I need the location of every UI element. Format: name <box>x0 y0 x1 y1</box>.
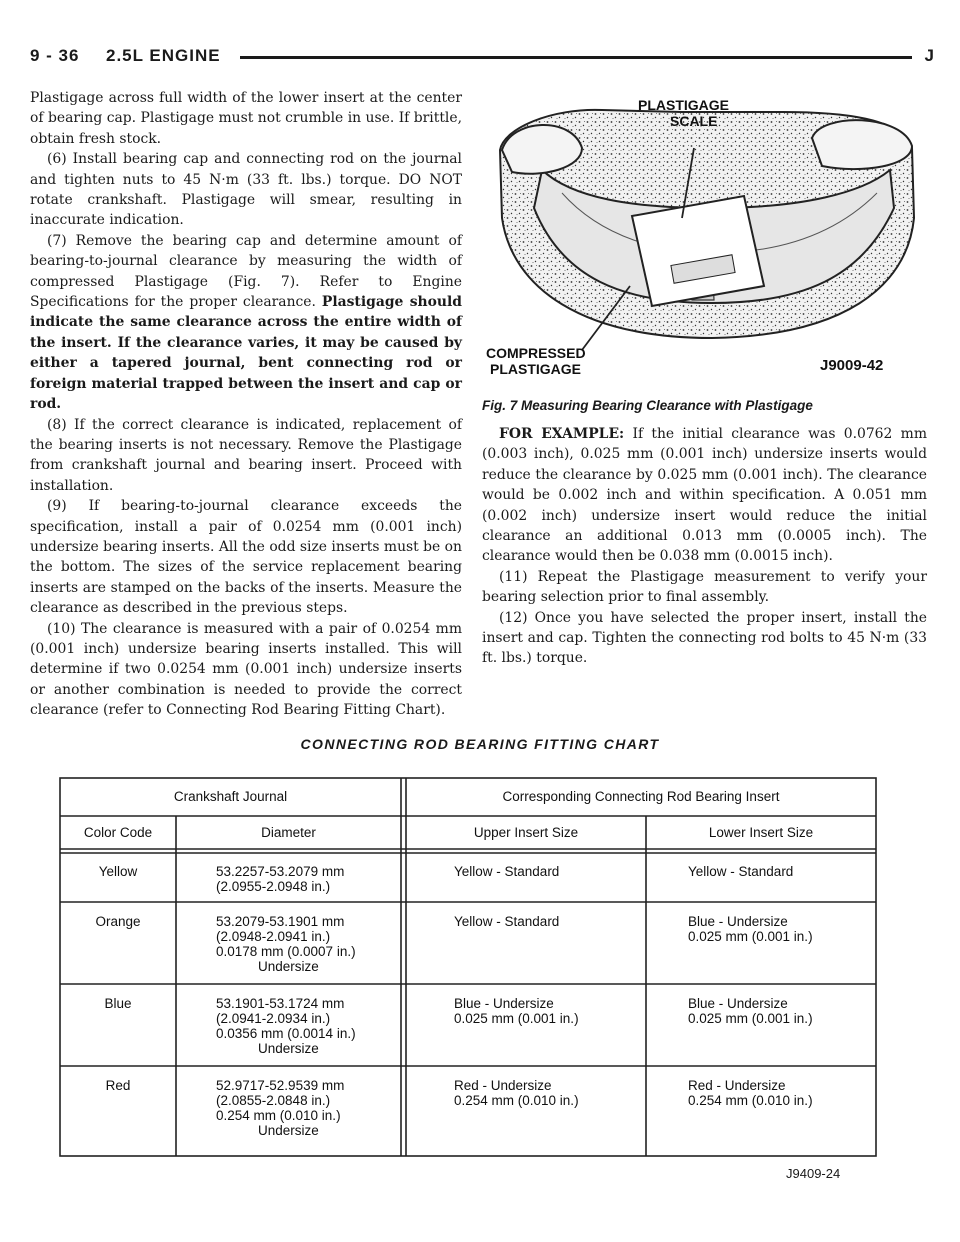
chart-title: CONNECTING ROD BEARING FITTING CHART <box>300 736 660 752</box>
paragraph: (11) Repeat the Plastigage measurement to verify your bearing selection prior to final assembly. <box>482 568 927 606</box>
section-letter: J <box>924 46 934 65</box>
row-red-lower: Red - Undersize 0.254 mm (0.010 in.) <box>688 1078 813 1108</box>
col-diameter: Diameter <box>261 825 316 840</box>
row-orange-upper: Yellow - Standard <box>454 914 560 929</box>
fitting-chart <box>58 776 878 1158</box>
label-plastigage-scale: PLASTIGAGE <box>638 97 730 113</box>
col-upper-insert: Upper Insert Size <box>473 825 579 840</box>
label-compressed-plastigage: COMPRESSED <box>486 345 586 361</box>
row-yellow-upper: Yellow - Standard <box>454 864 560 879</box>
right-column <box>482 424 927 669</box>
paragraph: (10) The clearance is measured with a pair of 0.0254 mm (0.001 inch) undersize bearing inserts installed. This will determine if two 0.0254 mm (0.001 inch) undersize inserts or another combination is needed to provide the correct clearance (refer to Connecting Rod Bearing Fitting Chart). <box>30 620 462 719</box>
row-blue-upper: Blue - Undersize 0.025 mm (0.001 in.) <box>454 996 579 1026</box>
col-lower-insert: Lower Insert Size <box>708 825 814 840</box>
row-orange-color: Orange <box>95 914 141 929</box>
paragraph-text: If the initial clearance was 0.0762 mm (0.003 inch), 0.025 mm (0.001 inch) undersize inserts would reduce the clearance by 0.025 mm (0.001 inch). The clearance would be 0.002 inch and within specification. A 0.051 mm (0.002 inch) undersize insert would reduce the initial clearance an additional 0.013 mm (0.0005 inch). The clearance would then be 0.038 mm (0.0015 inch). <box>482 426 927 565</box>
paragraph: (9) If bearing-to-journal clearance exceeds the specification, install a pair of 0.0254 mm (0.001 inch) undersize bearing inserts. All the odd size inserts must be on the bottom. The sizes of the service replacement bearing inserts are stamped on the backs of the inserts. Measure the clearance as described in the previous steps. <box>30 498 462 617</box>
example-label: FOR EXAMPLE: <box>499 426 625 442</box>
row-orange-diameter: 53.2079-53.1901 mm (2.0948-2.0941 in.) 0.0178 mm (0.0007 in.) <box>216 914 356 959</box>
page-header <box>30 46 934 72</box>
paragraph <box>30 231 462 415</box>
left-column <box>30 88 462 721</box>
header-bearing-insert: Corresponding Connecting Rod Bearing Insert <box>502 789 780 804</box>
row-blue-diameter-note: Undersize <box>258 1041 319 1056</box>
row-blue-diameter: 53.1901-53.1724 mm (2.0941-2.0934 in.) 0.0356 mm (0.0014 in.) <box>216 996 356 1041</box>
figure-plastigage <box>482 88 927 388</box>
row-red-diameter-note: Undersize <box>258 1123 319 1138</box>
row-yellow-diameter: 53.2257-53.2079 mm (2.0955-2.0948 in.) <box>216 864 345 894</box>
row-blue-lower: Blue - Undersize 0.025 mm (0.001 in.) <box>688 996 813 1026</box>
paragraph: Plastigage across full width of the lower insert at the center of bearing cap. Plastigage must not crumble in use. If brittle, obtain fresh stock. <box>30 90 462 147</box>
row-red-upper: Red - Undersize 0.254 mm (0.010 in.) <box>454 1078 579 1108</box>
row-red-color: Red <box>105 1078 131 1093</box>
row-orange-diameter-note: Undersize <box>258 959 319 974</box>
col-color-code: Color Code <box>83 825 153 840</box>
page-number: 9 - 36 <box>30 46 80 65</box>
bearing-illustration <box>482 88 927 388</box>
paragraph <box>482 424 927 567</box>
row-yellow-lower: Yellow - Standard <box>688 864 794 879</box>
figure-caption: Fig. 7 Measuring Bearing Clearance with Plastigage <box>482 398 813 413</box>
header-rule <box>240 56 912 59</box>
warning-text: Plastigage should indicate the same clearance across the entire width of the insert. If the clearance varies, it may be caused by either a tapered journal, bent connecting rod or foreign material trapped between the insert and cap or rod. <box>30 294 463 413</box>
row-red-diameter: 52.9717-52.9539 mm (2.0855-2.0848 in.) 0.254 mm (0.010 in.) <box>216 1078 345 1123</box>
header-crankshaft-journal: Crankshaft Journal <box>173 789 288 804</box>
paragraph: (6) Install bearing cap and connecting rod on the journal and tighten nuts to 45 N·m (33 ft. lbs.) torque. DO NOT rotate crankshaft. Plastigage will smear, resulting in inaccurate indication. <box>30 151 462 229</box>
figure-id: J9009-42 <box>820 357 884 374</box>
paragraph: (8) If the correct clearance is indicated, replacement of the bearing inserts is not necessary. Remove the Plastigage from crankshaft journal and bearing insert. Proceed with installation. <box>30 416 462 494</box>
paragraph: (12) Once you have selected the proper insert, install the insert and cap. Tighten the connecting rod bolts to 45 N·m (33 ft. lbs.) torque. <box>482 609 927 667</box>
chart-id: J9409-24 <box>786 1166 841 1181</box>
section-title: 2.5L ENGINE <box>106 46 221 65</box>
label-plastigage-scale-2: SCALE <box>670 113 718 129</box>
label-compressed-plastigage-2: PLASTIGAGE <box>490 361 582 377</box>
row-orange-lower: Blue - Undersize 0.025 mm (0.001 in.) <box>688 914 813 944</box>
paragraph-text: (7) Remove the bearing cap and determine amount of bearing-to-journal clearance by measuring the width of compressed Plastigage (Fig. 7). Refer to Engine Specifications for the proper clearance. <box>30 232 462 311</box>
row-yellow-color: Yellow <box>98 864 138 879</box>
row-blue-color: Blue <box>104 996 132 1011</box>
